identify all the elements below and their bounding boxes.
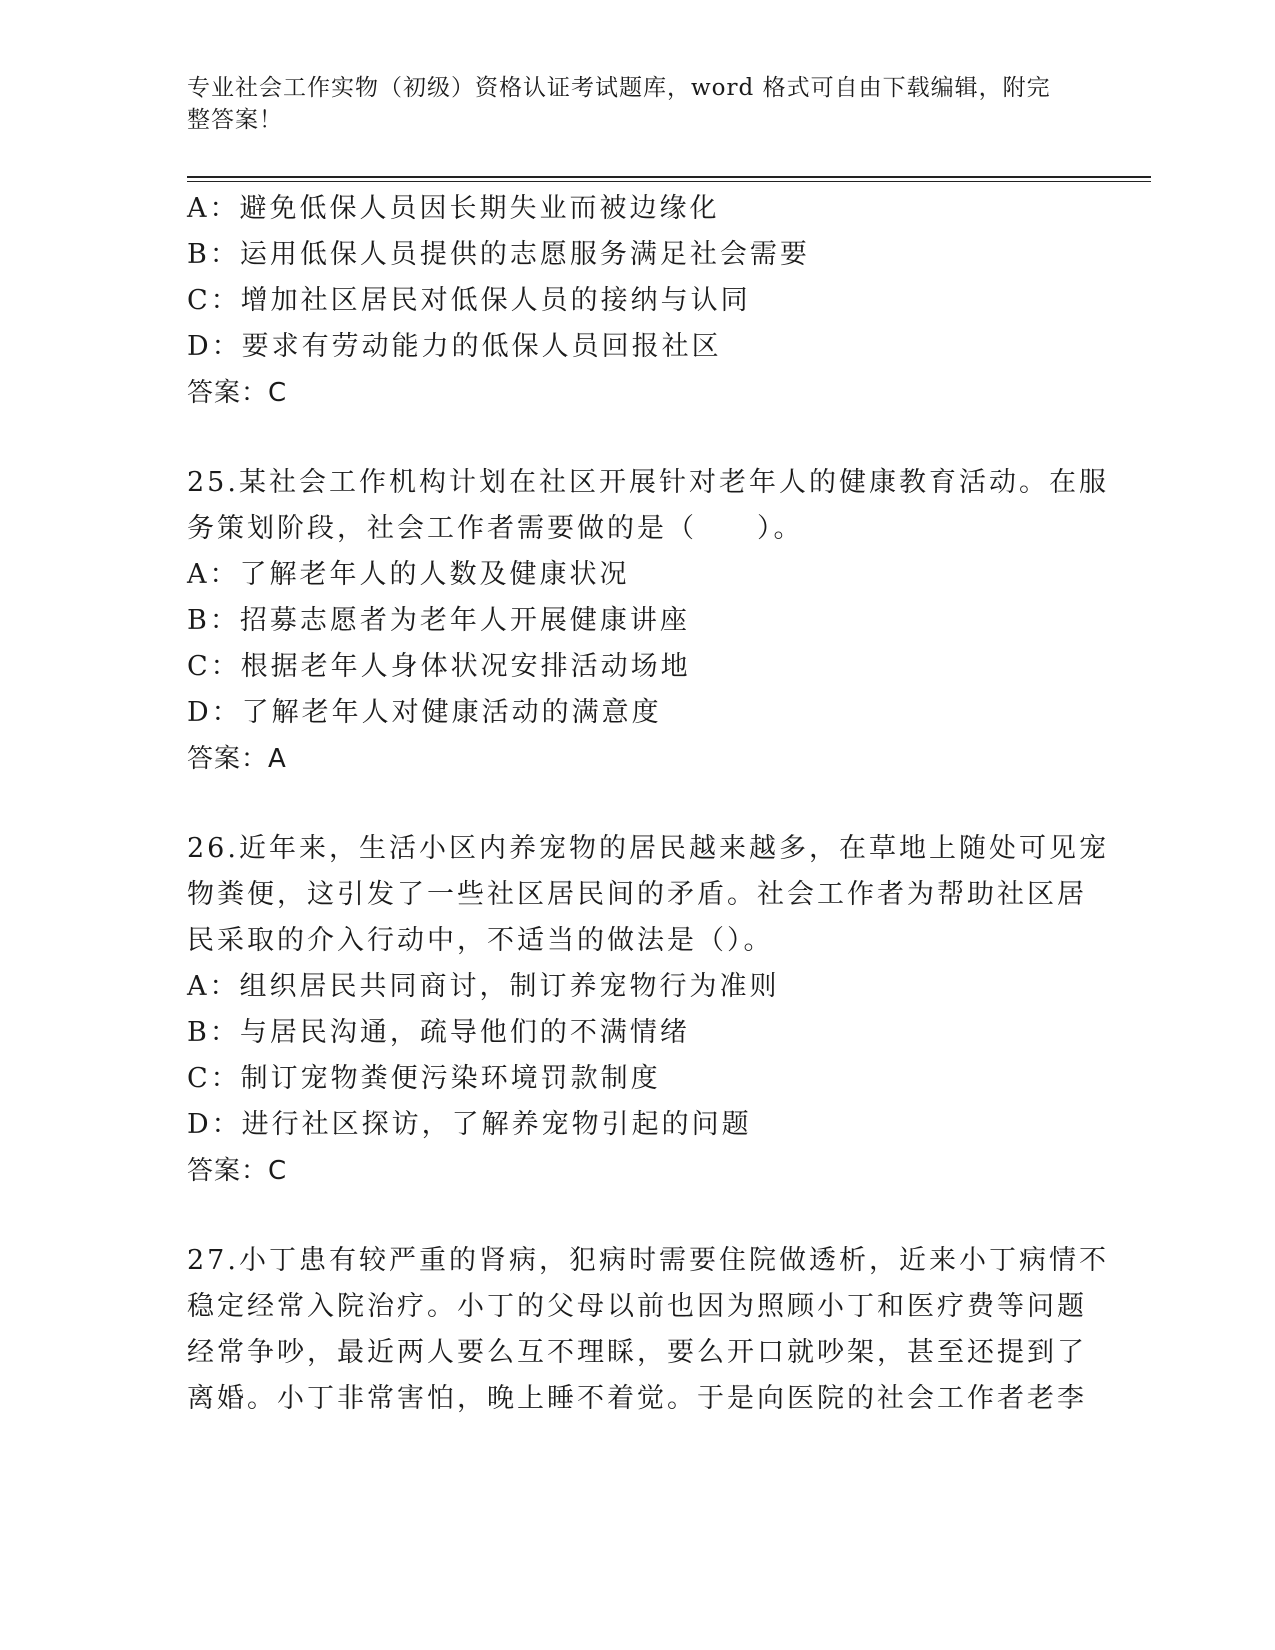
answer-line: 答案：C (187, 1156, 288, 1186)
option-a: A：组织居民共同商讨，制订养宠物行为准则 (187, 971, 780, 1002)
question-stem-line: 稳定经常入院治疗。小丁的父母以前也因为照顾小丁和医疗费等问题 (187, 1291, 1087, 1322)
question-stem-line: 26.近年来，生活小区内养宠物的居民越来越多，在草地上随处可见宠 (187, 833, 1109, 864)
answer-line: 答案：C (187, 378, 288, 408)
question-26-block (187, 826, 1109, 1194)
option-c: C：根据老年人身体状况安排活动场地 (187, 651, 691, 682)
option-d: D：了解老年人对健康活动的满意度 (187, 697, 662, 728)
question-stem-line: 离婚。小丁非常害怕，晚上睡不着觉。于是向医院的社会工作者老李 (187, 1383, 1087, 1414)
question-27-block (187, 1238, 1109, 1422)
question-stem-line: 务策划阶段，社会工作者需要做的是（ ）。 (187, 513, 804, 544)
header-divider-thin (187, 181, 1151, 182)
question-stem-line: 27.小丁患有较严重的肾病，犯病时需要住院做透析，近来小丁病情不 (187, 1245, 1109, 1276)
document-header (187, 72, 1067, 136)
option-d: D：进行社区探访，了解养宠物引起的问题 (187, 1109, 752, 1140)
option-c: C：增加社区居民对低保人员的接纳与认同 (187, 285, 751, 316)
question-stem-line: 经常争吵，最近两人要么互不理睬，要么开口就吵架，甚至还提到了 (187, 1337, 1087, 1368)
option-b: B：招募志愿者为老年人开展健康讲座 (187, 605, 690, 636)
option-b: B：运用低保人员提供的志愿服务满足社会需要 (187, 239, 810, 270)
header-divider-thick (187, 176, 1151, 178)
spacer (187, 782, 1087, 826)
option-d: D：要求有劳动能力的低保人员回报社区 (187, 331, 722, 362)
answer-line: 答案：A (187, 744, 287, 774)
question-stem-line: 物粪便，这引发了一些社区居民间的矛盾。社会工作者为帮助社区居 (187, 879, 1087, 910)
spacer (187, 416, 1087, 460)
spacer (187, 1194, 1087, 1238)
option-b: B：与居民沟通，疏导他们的不满情绪 (187, 1017, 690, 1048)
question-25-block (187, 460, 1109, 782)
question-content (187, 186, 1109, 1422)
question-stem-line: 民采取的介入行动中，不适当的做法是（）。 (187, 925, 774, 956)
option-c: C：制订宠物粪便污染环境罚款制度 (187, 1063, 661, 1094)
header-line-1: 专业社会工作实物（初级）资格认证考试题库，word 格式可自由下载编辑，附完 (187, 75, 1051, 101)
option-a: A：了解老年人的人数及健康状况 (187, 559, 630, 590)
header-line-2: 整答案！ (187, 107, 283, 133)
option-a: A：避免低保人员因长期失业而被边缘化 (187, 193, 720, 224)
question-24-block (187, 186, 1087, 416)
question-stem-line: 25.某社会工作机构计划在社区开展针对老年人的健康教育活动。在服 (187, 467, 1109, 498)
